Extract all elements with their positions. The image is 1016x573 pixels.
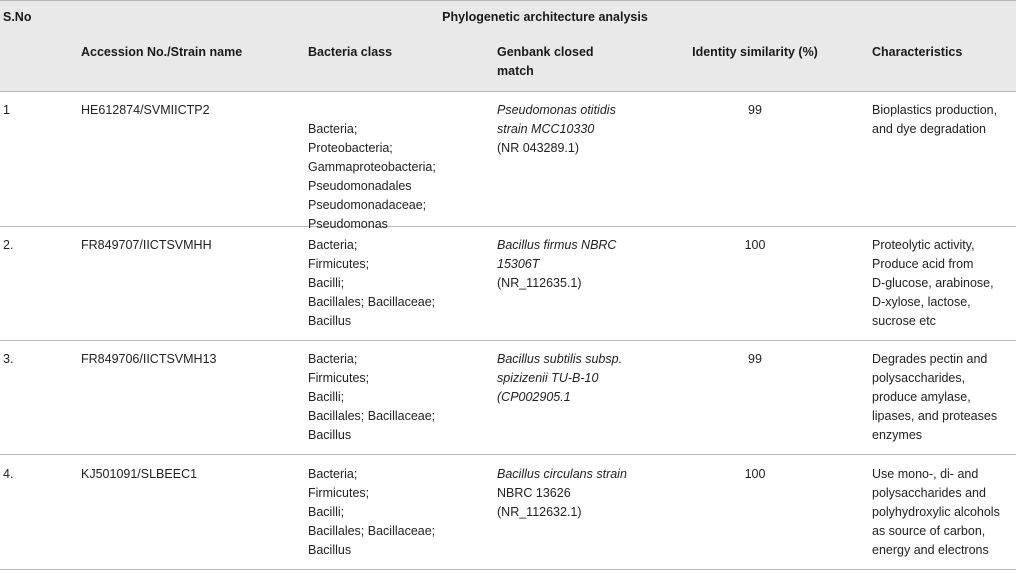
row2-accession: FR849707/IICTSVMHH: [81, 238, 212, 252]
row1-identity: 99: [748, 103, 762, 117]
row-divider: [0, 340, 1016, 341]
row2-identity: 100: [744, 238, 766, 252]
row2-bacteria-class: Bacteria; Firmicutes; Bacilli; Bacillales; Bacillaceae; Bacillus: [308, 238, 436, 328]
row2-sno: 2.: [3, 238, 14, 252]
row1-accession: HE612874/SVMIICTP2: [81, 103, 210, 117]
row4-sno: 4.: [3, 467, 14, 481]
table-top-rule: [0, 0, 1016, 1]
row4-genbank-match: Bacillus circulans strain NBRC 13626 (NR_112632.1): [497, 467, 627, 519]
row1-sno: 1: [3, 103, 10, 117]
row-divider: [0, 226, 1016, 227]
header-rule: [0, 91, 1016, 92]
row-divider: [0, 454, 1016, 455]
header-genbank: Genbank closed match: [497, 45, 594, 78]
row4-bacteria-class: Bacteria; Firmicutes; Bacilli; Bacillales; Bacillaceae; Bacillus: [308, 467, 436, 557]
row3-sno: 3.: [3, 352, 14, 366]
row4-accession: KJ501091/SLBEEC1: [81, 467, 198, 481]
table-bottom-rule: [0, 569, 1016, 570]
header-identity: Identity similarity (%): [692, 45, 818, 59]
row2-characteristics: Proteolytic activity, Produce acid from D-glucose, arabinose, D-xylose, lactose, sucrose etc: [872, 238, 994, 328]
row1-bacteria-class: Bacteria; Proteobacteria; Gammaproteobacteria; Pseudomonadales Pseudomonadaceae; Pseudomonas: [308, 122, 436, 231]
row3-accession: FR849706/IICTSVMH13: [81, 352, 217, 366]
row3-characteristics: Degrades pectin and polysaccharides, produce amylase, lipases, and proteases enzymes: [872, 352, 998, 442]
header-characteristics: Characteristics: [872, 45, 963, 59]
header-bacteria-class: Bacteria class: [308, 45, 393, 59]
row3-bacteria-class: Bacteria; Firmicutes; Bacilli; Bacillales; Bacillaceae; Bacillus: [308, 352, 436, 442]
header-group: Phylogenetic architecture analysis: [442, 10, 648, 24]
row1-genbank-match: Pseudomonas otitidis strain MCC10330 (NR 043289.1): [497, 103, 616, 155]
row3-genbank-match: Bacillus subtilis subsp. spizizenii TU-B-10 (CP002905.1: [497, 352, 623, 404]
row1-characteristics: Bioplastics production, and dye degradation: [872, 103, 998, 136]
row3-identity: 99: [748, 352, 762, 366]
header-sno: S.No: [3, 10, 32, 24]
row2-genbank-match: Bacillus firmus NBRC 15306T (NR_112635.1): [497, 238, 617, 290]
row4-identity: 100: [744, 467, 766, 481]
row4-characteristics: Use mono-, di- and polysaccharides and polyhydroxylic alcohols as source of carbon, energy and electrons: [872, 467, 1000, 557]
header-accession: Accession No./Strain name: [81, 45, 243, 59]
